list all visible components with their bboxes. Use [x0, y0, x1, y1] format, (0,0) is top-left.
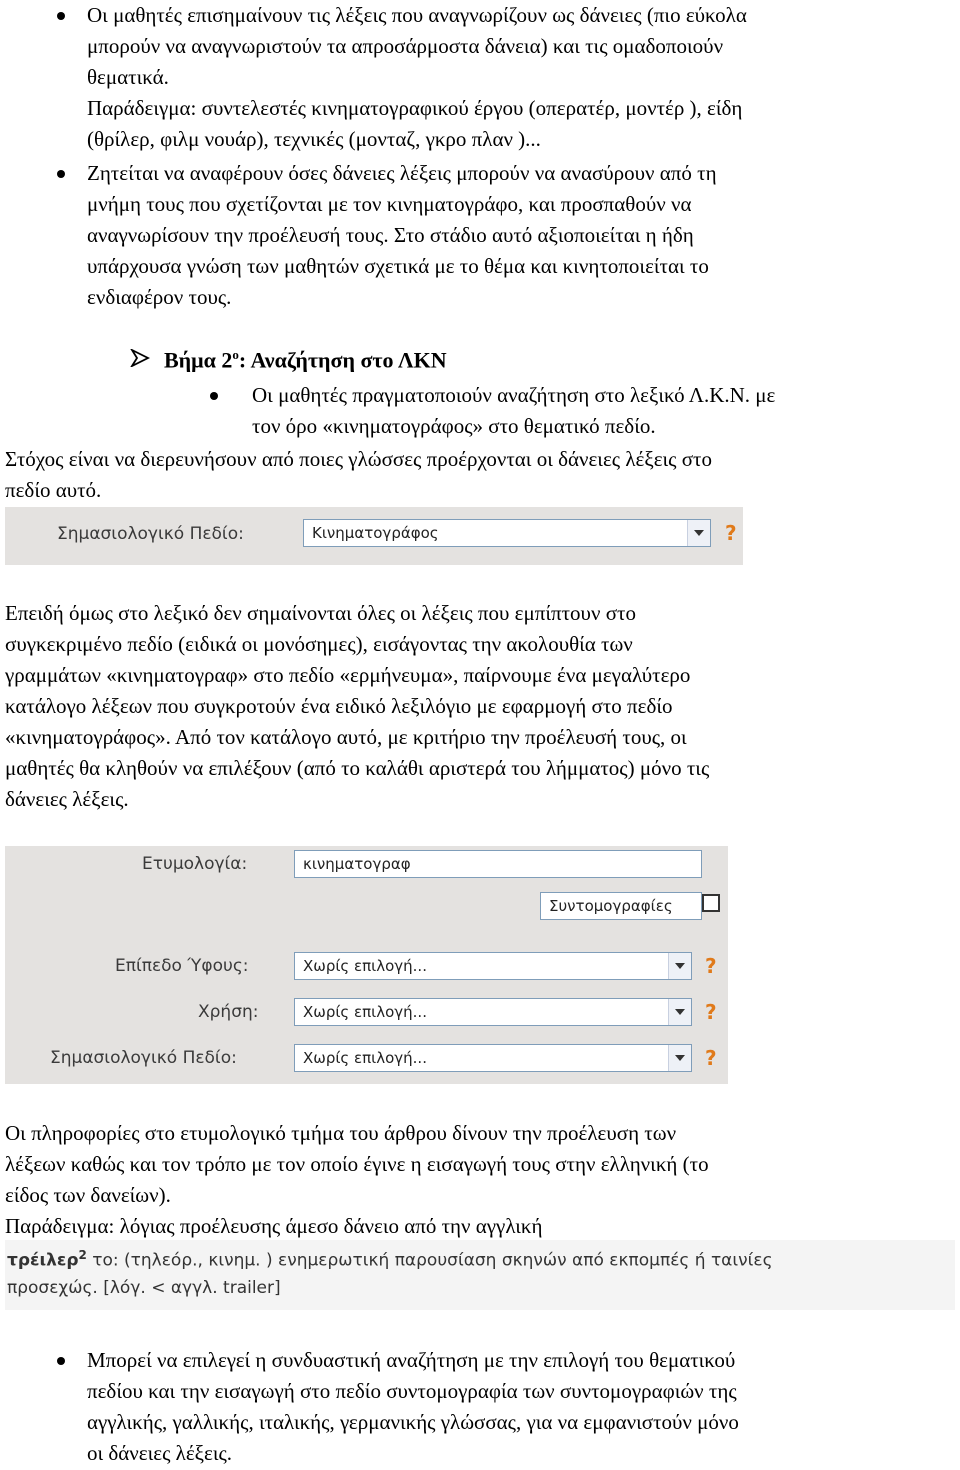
text-line: τον όρο «κινηματογράφος» στο θεματικό πεδίο. — [252, 414, 656, 438]
text-line: Οι μαθητές πραγματοποιούν αναζήτηση στο λεξικό Λ.Κ.Ν. με — [252, 383, 776, 407]
style-level-select[interactable] — [294, 952, 692, 980]
semantic-field-screenshot — [5, 507, 743, 565]
text-line: Παράδειγμα: συντελεστές κινηματογραφικού έργου (οπερατέρ, μοντέρ ), είδη — [87, 96, 743, 120]
style-level-label: Επίπεδο Ύφους: — [115, 956, 249, 976]
usage-label: Χρήση: — [198, 1002, 259, 1022]
text-line: μαθητές θα κληθούν να επιλέξουν (από το καλάθι αριστερά του λήμματος) μόνο τις — [5, 756, 710, 780]
help-icon[interactable]: ? — [705, 1000, 717, 1024]
arrow-bullet-icon — [130, 347, 150, 373]
text-line: ενδιαφέρον τους. — [87, 285, 232, 309]
semantic-field-value: Χωρίς επιλογή... — [303, 1049, 427, 1067]
bullet-text — [87, 158, 960, 313]
text-line: Οι πληροφορίες στο ετυμολογικό τμήμα του άρθρου δίνουν την προέλευση των — [5, 1121, 677, 1145]
text-line: Επειδή όμως στο λεξικό δεν σημαίνονται όλες οι λέξεις που εμπίπτουν στο — [5, 601, 636, 625]
semantic-field-label: Σημασιολογικό Πεδίο: — [50, 1048, 237, 1068]
text-line: Παράδειγμα: λόγιας προέλευσης άμεσο δάνειο από την αγγλική — [5, 1214, 543, 1238]
step-prefix: Βήμα 2 — [164, 347, 233, 373]
bullet-dot — [57, 170, 65, 178]
bullet-dot — [210, 392, 218, 400]
dictionary-etymology: προσεχώς. [λόγ. < αγγλ. trailer] — [7, 1278, 281, 1298]
text-line: Στόχος είναι να διερευνήσουν από ποιες γλώσσες προέρχονται οι δάνειες λέξεις στο — [5, 447, 712, 471]
etymology-paragraph — [5, 1118, 955, 1242]
text-line: Ζητείται να αναφέρουν όσες δάνειες λέξεις μπορούν να ανασύρουν από τη — [87, 161, 717, 185]
goal-paragraph — [5, 444, 955, 506]
text-line: μνήμη τους που σχετίζονται με τον κινηματογράφο, και προσπαθούν να — [87, 192, 692, 216]
chevron-down-icon[interactable] — [668, 953, 691, 979]
text-line: λέξεων καθώς και τον τρόπο με τον οποίο έγινε η εισαγωγή τους στην ελληνική (το — [5, 1152, 709, 1176]
step-title: : Αναζήτηση στο ΛΚΝ — [238, 347, 447, 373]
dictionary-entry-screenshot — [5, 1240, 955, 1310]
style-level-value: Χωρίς επιλογή... — [303, 957, 427, 975]
help-icon[interactable]: ? — [705, 1046, 717, 1070]
text-line: συγκεκριμένο πεδίο (ειδικά οι μονόσημες), εισάγοντας την ακολουθία των — [5, 632, 633, 656]
text-line: μπορούν να αναγνωριστούν τα απροσάρμοστα δάνεια) και τις ομαδοποιούν — [87, 34, 724, 58]
text-line: πεδίο αυτό. — [5, 478, 102, 502]
semantic-field-label: Σημασιολογικό Πεδίο: — [57, 524, 244, 544]
usage-value: Χωρίς επιλογή... — [303, 1003, 427, 1021]
search-form-screenshot — [5, 846, 728, 1084]
abbreviations-label: Συντομογραφίες — [549, 897, 673, 915]
bullet-dot — [57, 1357, 65, 1365]
step-heading — [130, 347, 447, 373]
text-line: πεδίου και την εισαγωγή στο πεδίο συντομογραφία των συντομογραφιών της — [87, 1379, 737, 1403]
bullet-text — [87, 1345, 960, 1469]
step-superscript: ο — [232, 347, 239, 362]
explanation-paragraph — [5, 598, 955, 815]
text-line: υπάρχουσα γνώση των μαθητών σχετικά με το θέμα και κινητοποιείται το — [87, 254, 709, 278]
text-line: αγγλικής, γαλλικής, ιταλικής, γερμανικής γλώσσας, για να εμφανιστούν μόνο — [87, 1410, 739, 1434]
text-line: Μπορεί να επιλεγεί η συνδυαστική αναζήτηση με την επιλογή του θεματικού — [87, 1348, 736, 1372]
text-line: Οι μαθητές επισημαίνουν τις λέξεις που αναγνωρίζουν ως δάνειες (πιο εύκολα — [87, 3, 747, 27]
sense-number: 2 — [78, 1248, 87, 1262]
help-icon[interactable]: ? — [705, 954, 717, 978]
text-line: είδος των δανείων). — [5, 1183, 171, 1207]
text-line: (θρίλερ, φιλμ νουάρ), τεχνικές (μονταζ, γκρο πλαν )... — [87, 127, 541, 151]
dictionary-definition: το: (τηλεόρ., κινημ. ) ενημερωτική παρουσίαση σκηνών από εκπομπές ή ταινίες — [86, 1250, 773, 1271]
usage-select[interactable] — [294, 998, 692, 1026]
text-line: γραμμάτων «κινηματογραφ» στο πεδίο «ερμήνευμα», παίρνουμε ένα μεγαλύτερο — [5, 663, 691, 687]
bullet-dot — [57, 12, 65, 20]
abbreviations-button[interactable] — [540, 892, 702, 920]
text-line: δάνειες λέξεις. — [5, 787, 129, 811]
bullet-text — [87, 0, 960, 155]
chevron-down-icon[interactable] — [668, 1045, 691, 1071]
chevron-down-icon[interactable] — [687, 520, 710, 546]
bullet-text — [252, 380, 955, 442]
etymology-value: κινηματογραφ — [303, 855, 411, 873]
etymology-input[interactable] — [294, 850, 702, 878]
text-line: οι δάνειες λέξεις. — [87, 1441, 233, 1465]
dictionary-entry-line — [7, 1248, 773, 1271]
chevron-down-icon[interactable] — [668, 999, 691, 1025]
semantic-field-select[interactable] — [303, 519, 711, 547]
text-line: θεματικά. — [87, 65, 169, 89]
help-icon[interactable]: ? — [725, 521, 737, 545]
text-line: «κινηματογράφος». Από τον κατάλογο αυτό, με κριτήριο την προέλευσή τους, οι — [5, 725, 687, 749]
semantic-field-value: Κινηματογράφος — [312, 524, 439, 542]
popup-window-icon[interactable] — [702, 894, 720, 912]
text-line: αναγνωρίσουν την προέλευσή τους. Στο στάδιο αυτό αξιοποιείται η ήδη — [87, 223, 694, 247]
text-line: κατάλογο λέξεων που συγκροτούν ένα ειδικό λεξιλόγιο με εφαρμογή στο πεδίο — [5, 694, 673, 718]
etymology-label: Ετυμολογία: — [142, 854, 248, 874]
dictionary-headword: τρέιλερ — [7, 1250, 79, 1271]
semantic-field-select[interactable] — [294, 1044, 692, 1072]
